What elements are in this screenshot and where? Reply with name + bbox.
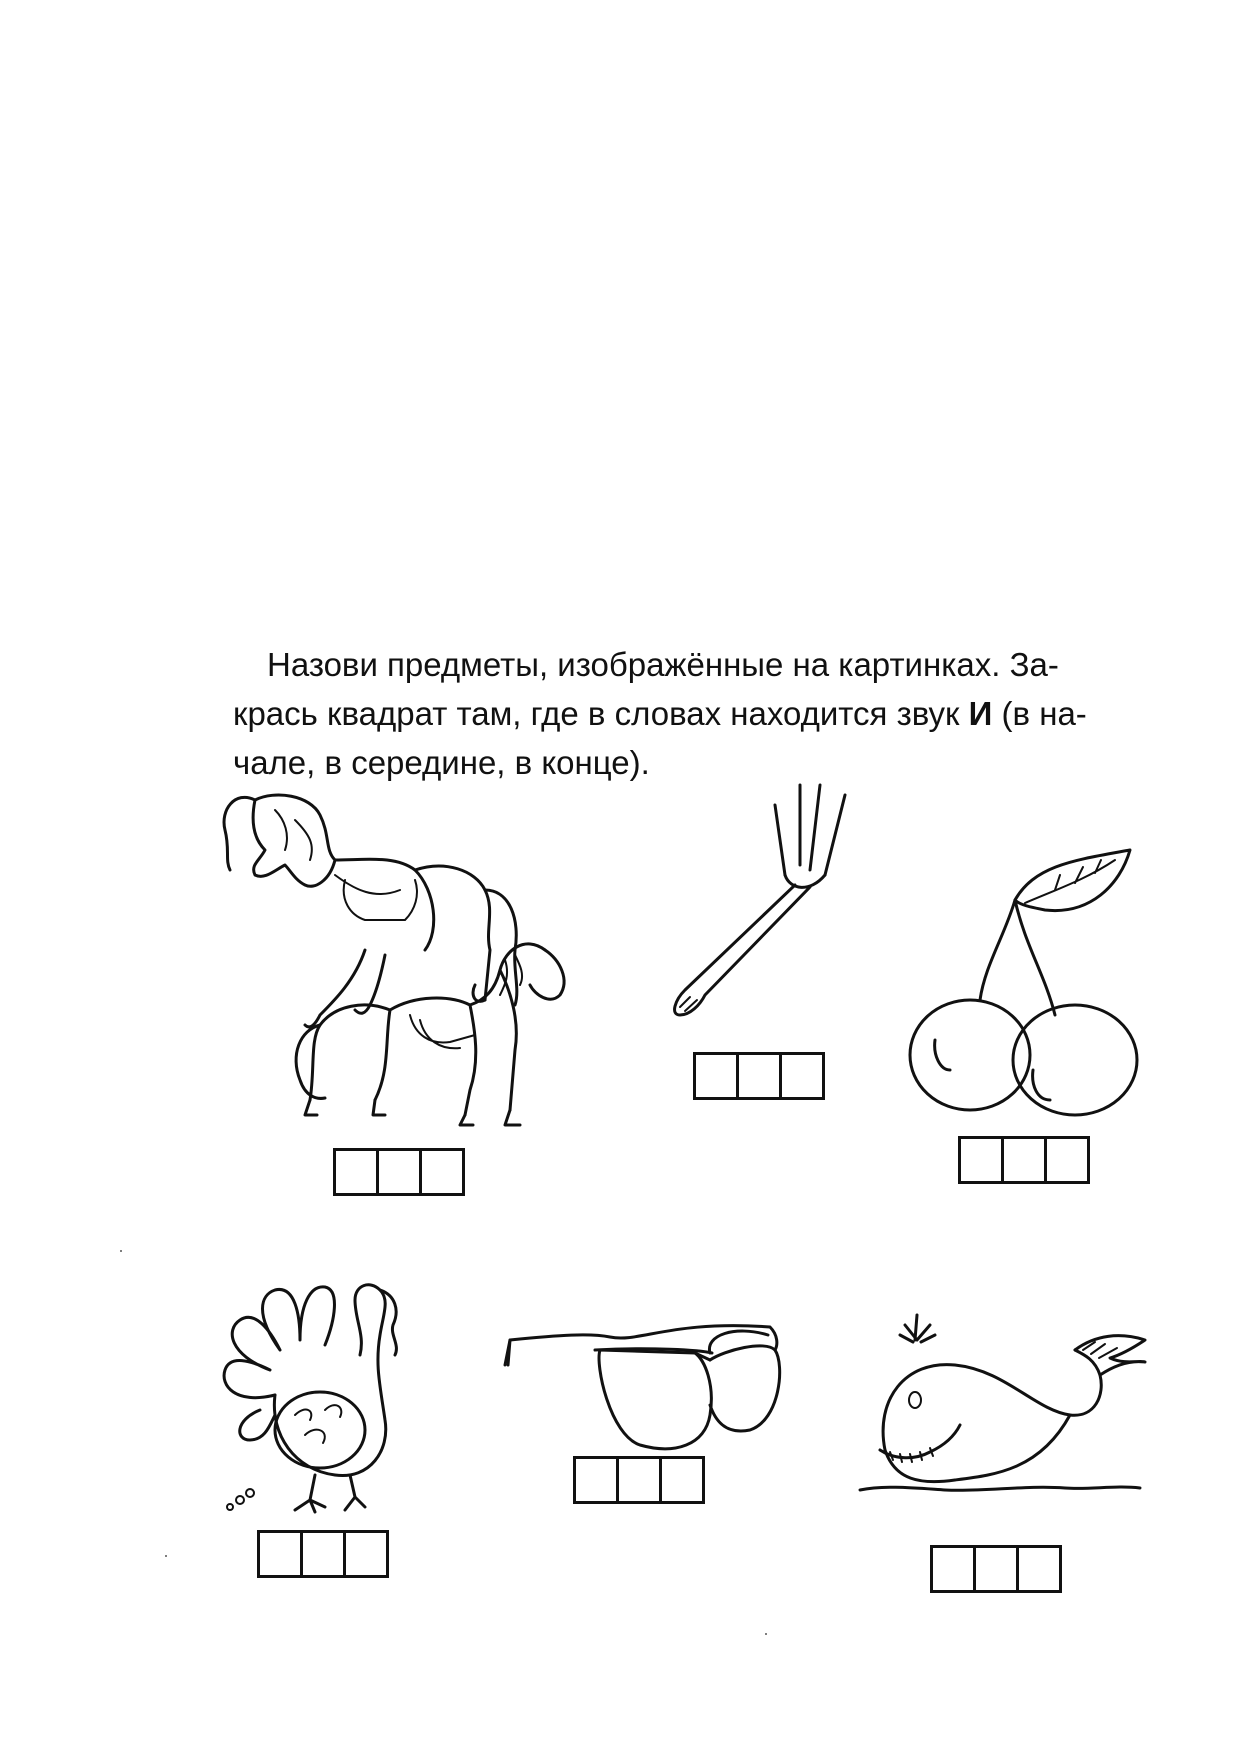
whale-icon — [855, 1320, 1150, 1550]
horses-icon — [215, 780, 615, 1130]
answer-cell-start[interactable] — [696, 1055, 739, 1097]
scan-speck — [120, 1250, 122, 1252]
answer-cell-end[interactable] — [1019, 1548, 1059, 1590]
cherries-answer-boxes[interactable] — [958, 1136, 1090, 1184]
answer-cell-start[interactable] — [961, 1139, 1004, 1181]
instruction-line-2: крась квадрат там, где в словах находится звук И (в на- — [233, 695, 1087, 732]
answer-cell-start[interactable] — [260, 1533, 303, 1575]
glasses-answer-boxes[interactable] — [573, 1456, 705, 1504]
answer-cell-middle[interactable] — [619, 1459, 662, 1501]
answer-cell-middle[interactable] — [303, 1533, 346, 1575]
answer-cell-middle[interactable] — [976, 1548, 1019, 1590]
instruction-line-1: Назови предметы, изображённые на картинках. За- — [267, 646, 1059, 683]
target-sound: И — [968, 695, 993, 732]
answer-cell-middle[interactable] — [739, 1055, 782, 1097]
whale-answer-boxes[interactable] — [930, 1545, 1062, 1593]
turkey-answer-boxes[interactable] — [257, 1530, 389, 1578]
cherries-icon — [905, 845, 1145, 1115]
turkey-icon — [215, 1275, 445, 1515]
instruction-line-3: чале, в середине, в конце). — [233, 744, 650, 781]
horses-answer-boxes[interactable] — [333, 1148, 465, 1196]
fork-icon — [660, 775, 860, 1025]
answer-cell-end[interactable] — [422, 1151, 462, 1193]
answer-cell-end[interactable] — [1047, 1139, 1087, 1181]
answer-cell-end[interactable] — [662, 1459, 702, 1501]
scan-speck — [765, 1633, 767, 1635]
answer-cell-start[interactable] — [336, 1151, 379, 1193]
answer-cell-start[interactable] — [933, 1548, 976, 1590]
scan-speck — [165, 1555, 167, 1557]
answer-cell-middle[interactable] — [379, 1151, 422, 1193]
answer-cell-end[interactable] — [346, 1533, 386, 1575]
task-instruction — [233, 640, 1153, 787]
fork-answer-boxes[interactable] — [693, 1052, 825, 1100]
answer-cell-end[interactable] — [782, 1055, 822, 1097]
answer-cell-middle[interactable] — [1004, 1139, 1047, 1181]
answer-cell-start[interactable] — [576, 1459, 619, 1501]
glasses-icon — [500, 1305, 785, 1455]
